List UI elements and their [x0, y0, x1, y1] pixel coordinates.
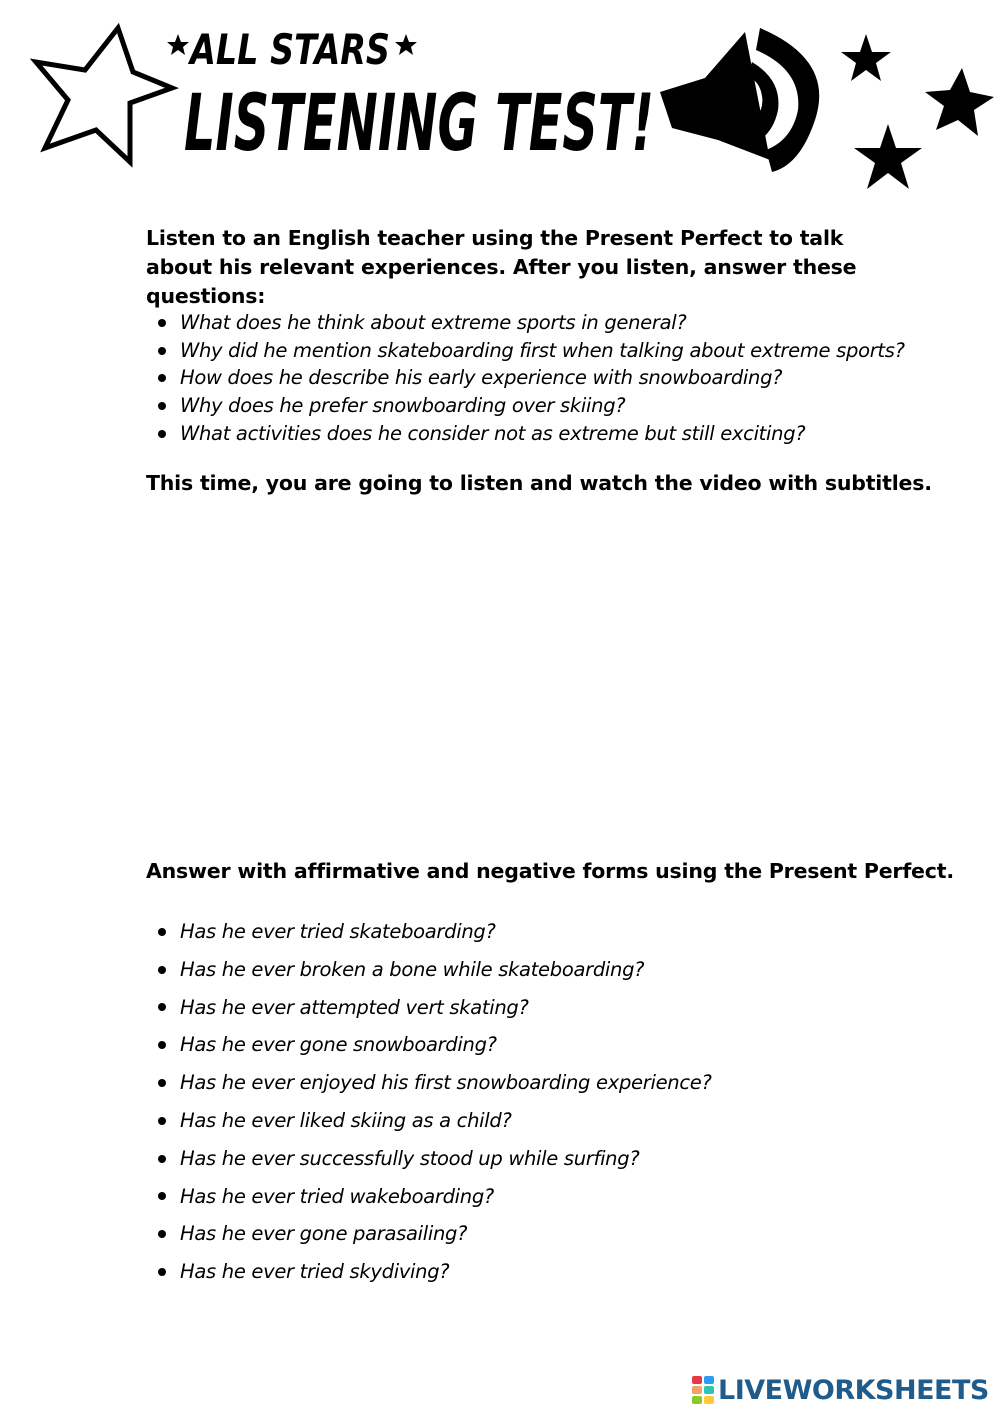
logo-tile: [704, 1376, 714, 1384]
list-item: Has he ever enjoyed his first snowboarding experience?: [146, 1064, 886, 1102]
liveworksheets-logo-icon: [692, 1376, 714, 1404]
logo-tile: [692, 1376, 702, 1384]
intro-section: [146, 224, 886, 311]
logo-tile: [692, 1396, 702, 1404]
questions-list-1: [146, 309, 905, 448]
list-item: Why did he mention skateboarding first when talking about extreme sports?: [146, 337, 886, 365]
header-banner: [0, 0, 1000, 200]
header-title-main: LISTENING TEST!: [184, 79, 654, 169]
speaker-icon: [660, 32, 770, 160]
list-item: Has he ever gone snowboarding?: [146, 1026, 886, 1064]
list-item: Has he ever liked skiing as a child?: [146, 1102, 886, 1140]
list-item: Has he ever tried skateboarding?: [146, 913, 886, 951]
instruction-text: Answer with affirmative and negative forms using the Present Perfect.: [146, 859, 954, 883]
small-star-icon: [395, 34, 417, 55]
list-item: Has he ever broken a bone while skateboarding?: [146, 951, 886, 989]
logo-tile: [692, 1386, 702, 1394]
logo-tile: [704, 1396, 714, 1404]
star-icon: [854, 124, 922, 189]
note-section: [146, 469, 932, 498]
logo-tile: [704, 1386, 714, 1394]
list-item: What activities does he consider not as extreme but still exciting?: [146, 420, 886, 448]
list-item: Has he ever attempted vert skating?: [146, 989, 886, 1027]
list-item: What does he think about extreme sports in general?: [146, 309, 886, 337]
header-title-top: ALL STARS: [187, 25, 390, 74]
list-item: Has he ever gone parasailing?: [146, 1215, 886, 1253]
brand-name: LIVEWORKSHEETS: [718, 1374, 989, 1406]
star-outline-icon: [36, 28, 172, 162]
star-icon: [925, 68, 994, 136]
video-note: This time, you are going to listen and watch the video with subtitles.: [146, 471, 932, 495]
instruction-section: [146, 857, 954, 886]
list-item: Has he ever successfully stood up while surfing?: [146, 1140, 886, 1178]
questions-list-2: [146, 913, 886, 1291]
list-item: Has he ever tried wakeboarding?: [146, 1178, 886, 1216]
intro-text: Listen to an English teacher using the Present Perfect to talk about his relevant experiences. After you listen, answer these questions:: [146, 226, 857, 308]
list-item: Has he ever tried skydiving?: [146, 1253, 886, 1291]
star-icon: [841, 34, 891, 81]
small-star-icon: [167, 34, 189, 55]
list-item: Why does he prefer snowboarding over skiing?: [146, 392, 886, 420]
footer-brand[interactable]: [692, 1372, 989, 1408]
list-item: How does he describe his early experience with snowboarding?: [146, 364, 886, 392]
